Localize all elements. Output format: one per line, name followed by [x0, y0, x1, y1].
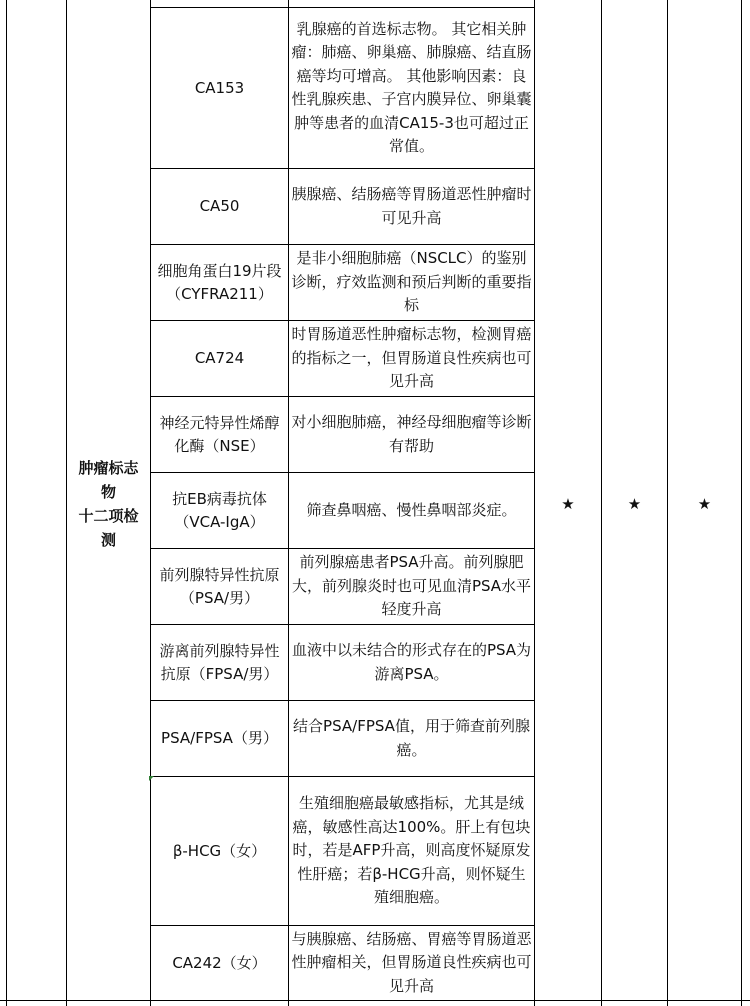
grid-line — [741, 0, 742, 1006]
comment-marker — [149, 776, 154, 781]
item-description: 血液中以未结合的形式存在的PSA为游离PSA。 — [291, 641, 532, 683]
package-mark-cell — [535, 7, 601, 1000]
category-label: 肿瘤标志 — [78, 458, 139, 477]
item-description: 与胰腺癌、结肠癌、胃癌等胃肠道恶性肿瘤相关，但胃肠道良性疾病也可见升高 — [291, 929, 532, 995]
item-name: 细胞角蛋白19片段（CYFRA211） — [157, 261, 282, 303]
item-description: 是非小细胞肺癌（NSCLC）的鉴别诊断，疗效监测和预后判断的重要指标 — [291, 249, 532, 315]
item-description: 胰腺癌、结肠癌等胃肠道恶性肿瘤时可见升高 — [291, 185, 532, 227]
star-icon: ★ — [697, 494, 712, 513]
item-description: 乳腺癌的首选标志物。 其它相关肿瘤：肺癌、卵巢癌、肺腺癌、结直肠癌等均可增高。 其他影响因素：良性乳腺疾患、子宫内膜异位、卵巢囊肿等患者的血清CA15-3也可超过正常值。 — [291, 19, 532, 155]
package-mark-cell — [602, 7, 667, 1000]
category-cell — [67, 7, 150, 1000]
item-description: 生殖细胞癌最敏感指标，尤其是绒癌，敏感性高达100%。肝上有包块时，若是AFP升高，则高度怀疑原发性肝癌；若β-HCG升高，则怀疑生殖细胞癌。 — [292, 794, 531, 907]
item-name: β-HCG（女） — [172, 841, 267, 860]
item-name: CA50 — [199, 197, 240, 215]
item-name: 前列腺特异性抗原（PSA/男） — [159, 565, 280, 607]
item-description: 结合PSA/FPSA值，用于筛查前列腺癌。 — [293, 717, 530, 759]
category-label: 物 — [100, 482, 116, 501]
item-name: CA724 — [194, 349, 245, 367]
item-name: 游离前列腺特异性抗原（FPSA/男） — [159, 641, 280, 683]
item-description: 对小细胞肺癌，神经母细胞瘤等诊断有帮助 — [291, 413, 532, 455]
grid-line — [6, 0, 7, 1006]
item-description: 前列腺癌患者PSA升高。前列腺肥大，前列腺炎时也可见血清PSA水平轻度升高 — [291, 553, 532, 619]
item-description: 筛查鼻咽癌、慢性鼻咽部炎症。 — [306, 500, 517, 519]
star-icon: ★ — [561, 494, 575, 513]
star-icon: ★ — [627, 494, 642, 513]
item-description: 时胃肠道恶性肿瘤标志物，检测胃癌的指标之一，但胃肠道良性疾病也可见升高 — [291, 325, 532, 391]
category-label: 测 — [100, 530, 116, 549]
item-name: 神经元特异性烯醇化酶（NSE） — [159, 413, 280, 455]
item-name: PSA/FPSA（男） — [161, 729, 278, 747]
package-mark-cell — [668, 7, 741, 1000]
item-name: CA242（女） — [172, 953, 267, 972]
category-label: 十二项检 — [78, 506, 139, 525]
item-name: 抗EB病毒抗体（VCA-IgA） — [172, 489, 267, 531]
item-name: CA153 — [194, 78, 245, 97]
row-line — [0, 1000, 750, 1001]
